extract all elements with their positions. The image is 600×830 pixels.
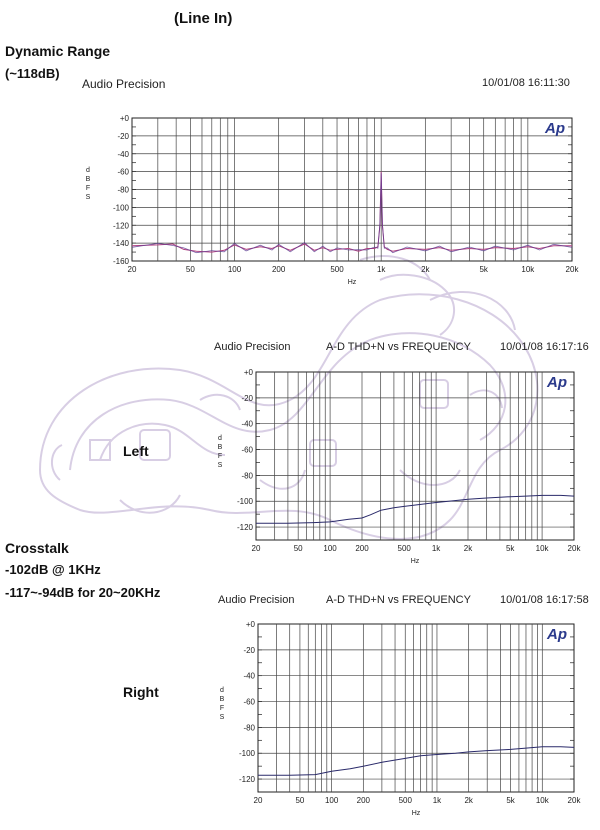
x-tick-label: 10k — [535, 796, 549, 805]
x-axis-label: Hz — [347, 279, 357, 286]
x-tick-label: 1k — [432, 796, 442, 805]
x-tick-label: 500 — [398, 796, 412, 805]
y-tick-label: -40 — [243, 671, 255, 681]
dynamic-range-value: (~118dB) — [5, 66, 60, 81]
series-line — [256, 495, 574, 523]
grid-lines — [256, 372, 574, 540]
x-tick-label: 100 — [227, 265, 242, 274]
x-tick-label: 1k — [376, 265, 386, 274]
ap-logo: Ap — [547, 374, 567, 391]
x-tick-label: 200 — [271, 265, 286, 274]
chart-2 — [218, 368, 582, 565]
chart-2-header-center: A-D THD+N vs FREQUENCY — [326, 341, 471, 353]
x-tick-label: 50 — [295, 796, 305, 805]
dynamic-range-title: Dynamic Range — [5, 43, 111, 59]
ap-logo: Ap — [545, 120, 565, 137]
y-tick-label: +0 — [245, 620, 255, 629]
x-tick-label: 5k — [479, 265, 488, 274]
y-tick-label: +0 — [243, 368, 253, 377]
y-tick-label: -80 — [241, 471, 253, 481]
series-line — [132, 172, 572, 253]
y-tick-label: -100 — [236, 497, 253, 507]
x-tick-label: 100 — [323, 544, 337, 553]
chart-2-header-right: 10/01/08 16:17:16 — [500, 341, 589, 353]
y-tick-label: -100 — [112, 203, 129, 213]
left-channel-label: Left — [123, 443, 149, 459]
y-tick-label: -60 — [243, 697, 255, 707]
y-tick-label: +0 — [119, 114, 129, 123]
y-tick-label: -80 — [117, 185, 129, 195]
ap-logo: Ap — [547, 626, 567, 643]
chart-1-header-right: 10/01/08 16:11:30 — [482, 77, 570, 89]
y-axis-label: d B F S — [219, 687, 225, 721]
x-tick-label: 50 — [293, 544, 303, 553]
x-tick-label: 20 — [253, 796, 263, 805]
chart-3-header-right: 10/01/08 16:17:58 — [500, 594, 589, 606]
y-axis-label: d B F S — [85, 167, 91, 201]
plot-frame — [256, 372, 574, 540]
x-axis-label: Hz — [411, 810, 421, 817]
grid-lines — [258, 624, 574, 792]
y-tick-label: -140 — [112, 239, 129, 249]
x-tick-label: 20k — [565, 265, 579, 274]
series-line — [258, 747, 574, 775]
plot-frame — [258, 624, 574, 792]
chart-2-header-left: Audio Precision — [214, 341, 291, 353]
x-tick-label: 5k — [506, 796, 515, 805]
x-tick-label: 100 — [324, 796, 339, 805]
chart-3-header-left: Audio Precision — [218, 594, 295, 606]
x-tick-label: 5k — [505, 544, 515, 553]
y-tick-label: -20 — [241, 393, 253, 403]
crosstalk-line-1: -102dB @ 1KHz — [5, 562, 101, 577]
x-tick-label: 20k — [567, 796, 581, 805]
x-tick-label: 50 — [185, 265, 195, 274]
x-axis-label: Hz — [410, 558, 420, 565]
x-tick-label: 200 — [355, 544, 369, 553]
chart-3-header-center: A-D THD+N vs FREQUENCY — [326, 594, 471, 606]
x-tick-label: 20 — [251, 544, 261, 553]
x-tick-label: 1k — [431, 544, 441, 553]
y-tick-label: -20 — [117, 131, 129, 141]
x-tick-label: 2k — [463, 544, 473, 553]
x-tick-label: 2k — [421, 265, 430, 274]
y-tick-label: -160 — [112, 257, 129, 266]
x-tick-label: 500 — [330, 265, 344, 274]
grid-lines — [132, 118, 572, 261]
x-tick-label: 20 — [127, 265, 137, 274]
x-tick-label: 10k — [535, 544, 549, 553]
x-tick-label: 2k — [464, 796, 473, 805]
x-tick-label: 200 — [356, 796, 371, 805]
y-tick-label: -120 — [236, 523, 253, 533]
crosstalk-title: Crosstalk — [5, 540, 69, 556]
y-tick-label: -80 — [243, 723, 255, 733]
x-tick-label: 20k — [567, 544, 581, 553]
y-axis-label: d B F S — [217, 435, 223, 469]
y-tick-label: -120 — [238, 775, 255, 785]
chart-1 — [86, 114, 580, 286]
right-channel-label: Right — [123, 684, 159, 700]
y-tick-label: -40 — [241, 419, 253, 429]
y-tick-label: -120 — [112, 221, 129, 231]
x-tick-label: 10k — [521, 265, 535, 274]
y-tick-label: -20 — [243, 645, 255, 655]
y-tick-label: -40 — [117, 149, 129, 159]
chart-1-header-left: Audio Precision — [82, 77, 166, 91]
page-title: (Line In) — [174, 10, 233, 27]
x-tick-label: 500 — [397, 544, 411, 553]
series-line-overlay — [132, 173, 572, 253]
y-tick-label: -60 — [241, 445, 253, 455]
crosstalk-line-2: -117~-94dB for 20~20KHz — [5, 585, 161, 600]
y-tick-label: -60 — [117, 167, 129, 177]
y-tick-label: -100 — [238, 749, 255, 759]
chart-3 — [220, 620, 582, 817]
